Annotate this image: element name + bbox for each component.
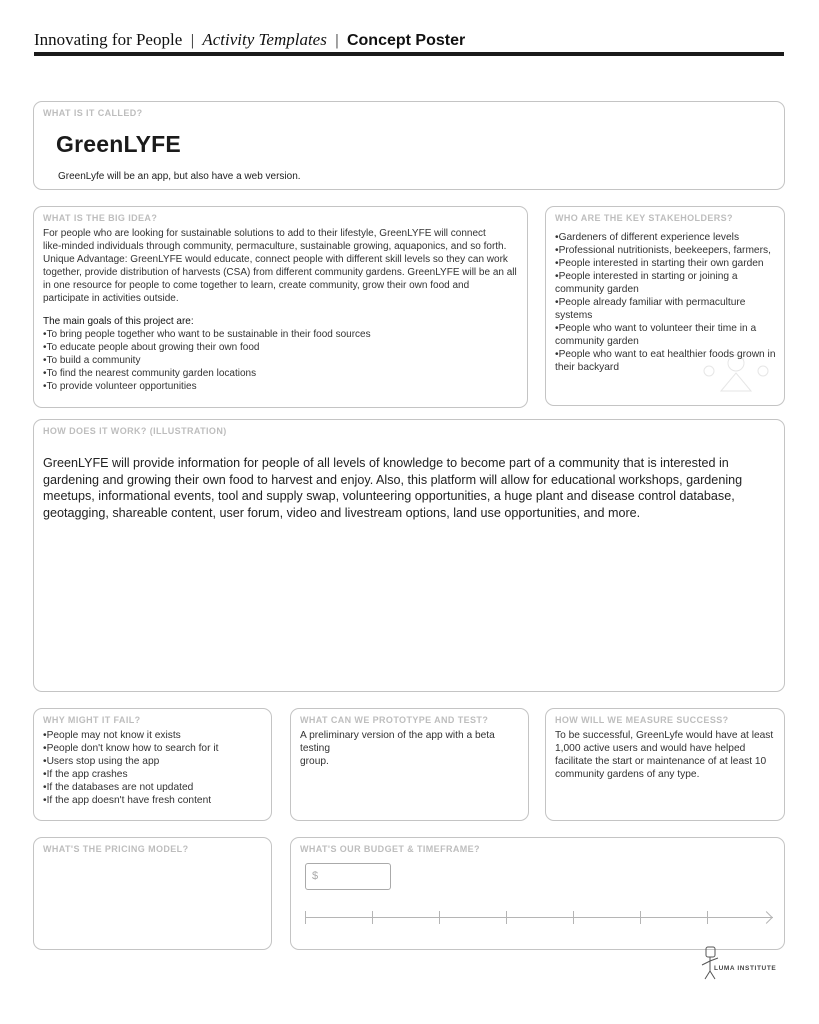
currency-symbol: $ xyxy=(312,870,319,882)
timeline-arrow-icon xyxy=(760,911,773,924)
fail-item: • If the app doesn't have fresh content xyxy=(43,794,269,807)
big-idea-text xyxy=(43,227,525,393)
called-label: WHAT IS IT CALLED? xyxy=(43,108,143,118)
goal-item: • To bring people together who want to be sustainable in their food sources xyxy=(43,328,525,341)
goal-item: • To find the nearest community garden locations xyxy=(43,367,525,380)
big-idea-line: Unique Advantage: GreenLYFE would educate, connect people with different skill levels so they can work xyxy=(43,254,508,265)
header-rule xyxy=(34,52,784,56)
timeline-tick xyxy=(305,911,306,924)
stakeholder-item: • People who want to volunteer their time in a community garden xyxy=(555,322,781,348)
stakeholder-item: • People already familiar with permaculture systems xyxy=(555,296,781,322)
big-idea-line: like-minded individuals through community, permaculture, sustainable growing, aquaponics, and so forth. xyxy=(43,241,507,252)
how-it-works-label: HOW DOES IT WORK? (ILLUSTRATION) xyxy=(43,426,227,436)
concept-title: GreenLYFE xyxy=(56,131,181,157)
stakeholder-item: • Gardeners of different experience levels xyxy=(555,231,781,244)
success-line: To be successful, GreenLyfe would have at least xyxy=(555,730,774,741)
luma-brand: LUMA INSTITUTE xyxy=(714,965,777,972)
concept-subtitle: GreenLyfe will be an app, but also have a web version. xyxy=(58,171,301,182)
how-it-works-line: meetups, informational events, tool and supply swap, volunteering opportunities, a huge plant and disease control database, xyxy=(43,489,735,503)
timeline-tick xyxy=(372,911,373,924)
fail-item: • People don't know how to search for it xyxy=(43,742,269,755)
prototype-line: group. xyxy=(300,756,329,767)
fail-item: • Users stop using the app xyxy=(43,755,269,768)
budget-box xyxy=(290,837,785,950)
how-it-works-line: gardening and growing their own food to harvest and enjoy. Also, this platform will allow for educational workshops, gardening xyxy=(43,472,743,487)
timeline-tick xyxy=(573,911,574,924)
header-part2: Activity Templates xyxy=(202,30,327,49)
prototype-box xyxy=(290,708,529,821)
success-line: facilitate the start or maintenance of at least 10 xyxy=(555,756,767,767)
how-it-works-line: geotagging, shareable content, user forum, video and livestream options, land use opportunities, and more. xyxy=(43,505,641,520)
big-idea-label: WHAT IS THE BIG IDEA? xyxy=(43,213,158,223)
how-it-works-line: GreenLYFE will provide information for people of all levels of knowledge to become part of a community that is interested in xyxy=(43,456,729,470)
fail-list xyxy=(43,729,269,807)
budget-amount-field[interactable] xyxy=(305,863,391,890)
timeline-tick xyxy=(640,911,641,924)
prototype-line: A preliminary version of the app with a beta testing xyxy=(300,730,495,754)
pricing-box xyxy=(33,837,272,950)
big-idea-line: together, provide distribution of harvests (CSA) from different community gardens. GreenLYFE will be an all xyxy=(43,267,517,278)
stakeholders-label: WHO ARE THE KEY STAKEHOLDERS? xyxy=(555,213,733,223)
fail-box xyxy=(33,708,272,821)
big-idea-box xyxy=(33,206,528,408)
stakeholder-item: • People who want to eat healthier foods grown in their backyard xyxy=(555,348,781,374)
prototype-text xyxy=(300,729,526,768)
stakeholders-list xyxy=(555,231,781,374)
stakeholders-text xyxy=(555,231,781,374)
timeline-tick xyxy=(707,911,708,924)
how-it-works-text xyxy=(43,455,773,521)
success-line: 1,000 active users and would have helped xyxy=(555,743,746,754)
fail-text xyxy=(43,729,269,807)
header-separator-2: | xyxy=(335,32,339,49)
big-idea-line: participate in activities outside. xyxy=(43,293,179,304)
fail-item: • People may not know it exists xyxy=(43,729,269,742)
success-box xyxy=(545,708,785,821)
success-line: community gardens of any type. xyxy=(555,769,700,780)
success-text xyxy=(555,729,781,781)
success-label: HOW WILL WE MEASURE SUCCESS? xyxy=(555,715,729,725)
stakeholder-item: • Professional nutritionists, beekeepers, farmers, xyxy=(555,244,781,257)
stakeholders-box xyxy=(545,206,785,406)
stakeholder-item: • People interested in starting or joining a community garden xyxy=(555,270,781,296)
fail-item: • If the databases are not updated xyxy=(43,781,269,794)
goals-list xyxy=(43,328,525,393)
big-idea-line: For people who are looking for sustainable solutions to add to their lifestyle, GreenLYFE will connect xyxy=(43,228,486,239)
prototype-label: WHAT CAN WE PROTOTYPE AND TEST? xyxy=(300,715,489,725)
budget-label: WHAT'S OUR BUDGET & TIMEFRAME? xyxy=(300,844,480,854)
luma-mascot-icon xyxy=(695,945,725,981)
fail-item: • If the app crashes xyxy=(43,768,269,781)
called-box xyxy=(33,101,785,190)
goal-item: • To provide volunteer opportunities xyxy=(43,380,525,393)
fail-label: WHY MIGHT IT FAIL? xyxy=(43,715,141,725)
header-part3: Concept Poster xyxy=(346,32,466,49)
big-idea-line: in one resource for people to come together to learn, create community, grow their own food and xyxy=(43,280,470,291)
timeline-line xyxy=(305,917,773,918)
goal-item: • To build a community xyxy=(43,354,525,367)
header-separator-1: | xyxy=(190,32,194,49)
page-header xyxy=(34,30,784,54)
goals-heading: The main goals of this project are: xyxy=(43,316,194,327)
goal-item: • To educate people about growing their own food xyxy=(43,341,525,354)
timeline-tick xyxy=(506,911,507,924)
timeline-tick xyxy=(439,911,440,924)
how-it-works-box xyxy=(33,419,785,692)
pricing-label: WHAT'S THE PRICING MODEL? xyxy=(43,844,189,854)
header-part1: Innovating for People xyxy=(34,30,183,49)
stakeholder-item: • People interested in starting their own garden xyxy=(555,257,781,270)
